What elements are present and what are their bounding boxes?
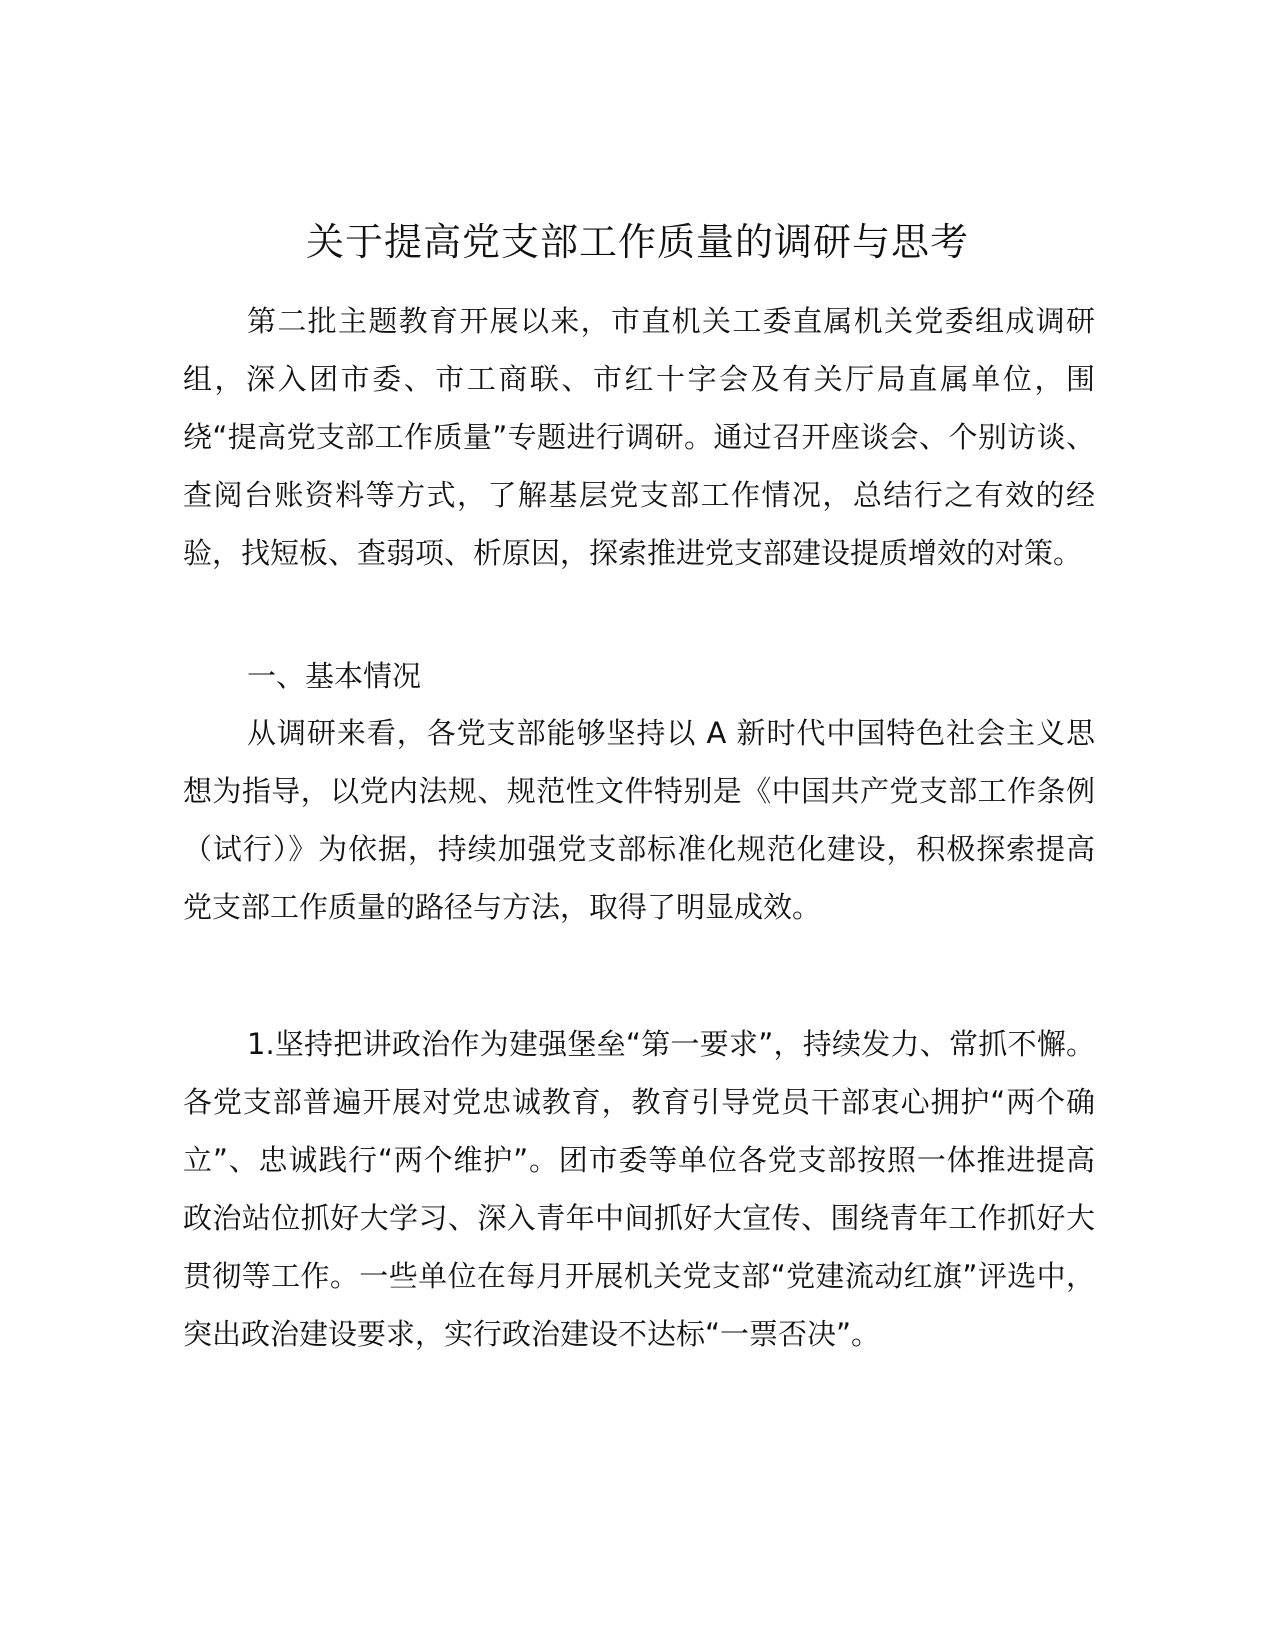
document-title: 关于提高党支部工作质量的调研与思考 [305, 220, 969, 264]
intro-paragraph: 第二批主题教育开展以来，市直机关工委直属机关党委组成调研组，深入团市委、市工商联、市红十字会及有关厅局直属单位，围绕“提高党支部工作质量”专题进行调研。通过召开座谈会、个别访谈、查阅台账资料等方式，了解基层党支部工作情况，总结行之有效的经验，找短板、查弱项、析原因，探索推进党支部建设提质增效的对策。 [183, 304, 1095, 570]
section-heading-basic-situation: 一、基本情况 [247, 659, 422, 693]
section-body-paragraph: 从调研来看，各党支部能够坚持以 A 新时代中国特色社会主义思想为指导，以党内法规、规范性文件特别是《中国共产党支部工作条例（试行）》为依据，持续加强党支部标准化规范化建设，积极探索提高党支部工作质量的路径与方法，取得了明显成效。 [183, 716, 1095, 924]
numbered-item-1: 1.坚持把讲政治作为建强堡垒“第一要求”，持续发力、常抓不懈。各党支部普遍开展对党忠诚教育，教育引导党员干部衷心拥护“两个确立”、忠诚践行“两个维护”。团市委等单位各党支部按照一体推进提高政治站位抓好大学习、深入青年中间抓好大宣传、围绕青年工作抓好大贯彻等工作。一些单位在每月开展机关党支部“党建流动红旗”评选中，突出政治建设要求，实行政治建设不达标“一票否决”。 [183, 1027, 1095, 1351]
